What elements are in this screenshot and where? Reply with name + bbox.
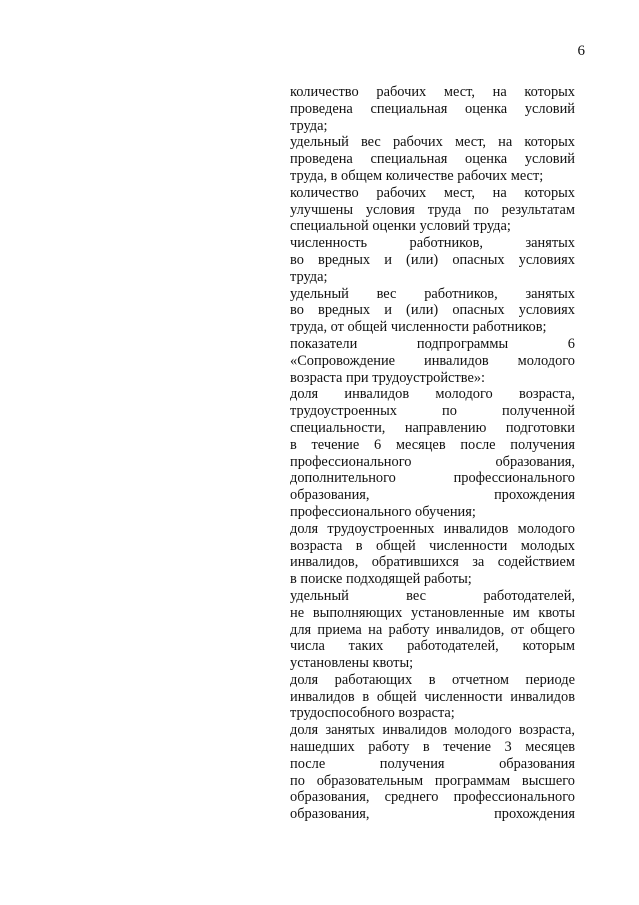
text-line: нашедших работу в течение 3 месяцев (290, 739, 575, 756)
text-line: труда, от общей численности работников; (290, 319, 547, 336)
text-line: образования, прохождения (290, 487, 575, 504)
text-line: доля работающих в отчетном периоде (290, 671, 575, 688)
text-line: «Сопровождение инвалидов молодого (290, 352, 575, 369)
text-line: доля занятых инвалидов молодого возраста, (290, 722, 575, 739)
text-line: числа таких работодателей, которым (290, 638, 575, 655)
text-line: инвалидов, обратившихся за содействием (290, 554, 575, 571)
text-line: в течение 6 месяцев после получения (290, 436, 575, 453)
text-line: количество рабочих мест, на которых (290, 84, 575, 100)
text-line: проведена специальная оценка условий (290, 151, 575, 168)
text-line: возраста в общей численности молодых (290, 537, 575, 554)
text-line: труда; (290, 117, 328, 134)
text-line: удельный вес работников, занятых (290, 285, 575, 302)
text-line: специальной оценки условий труда; (290, 218, 511, 235)
text-line: дополнительного профессионального (290, 470, 575, 487)
text-line: трудоспособного возраста; (290, 705, 455, 722)
text-line: по образовательным программам высшего (290, 772, 575, 789)
text-line: для приема на работу инвалидов, от общего (290, 621, 575, 638)
text-line: профессионального обучения; (290, 503, 476, 520)
text-line: численность работников, занятых (290, 235, 575, 252)
text-line: образования, прохождения (290, 806, 575, 823)
text-line: возраста при трудоустройстве»: (290, 369, 486, 386)
text-line: улучшены условия труда по результатам (290, 201, 575, 218)
text-line: доля инвалидов молодого возраста, (290, 386, 575, 403)
text-line: не выполняющих установленные им квоты (290, 604, 575, 621)
text-line: доля трудоустроенных инвалидов молодого (290, 520, 575, 537)
text-line: установлены квоты; (290, 655, 414, 672)
text-line: удельный вес работодателей, (290, 587, 575, 604)
text-line: труда, в общем количестве рабочих мест; (290, 167, 544, 184)
text-line: специальности, направлению подготовки (290, 419, 575, 436)
text-line: в поиске подходящей работы; (290, 571, 472, 588)
text-line: образования, среднего профессионального (290, 789, 575, 806)
text-line: показатели подпрограммы 6 (290, 335, 575, 352)
body-text (290, 84, 575, 823)
text-line: количество рабочих мест, на которых (290, 184, 575, 201)
text-line: во вредных и (или) опасных условиях (290, 302, 575, 319)
text-line: во вредных и (или) опасных условиях (290, 251, 575, 268)
page-number: 6 (577, 43, 585, 59)
text-line: трудоустроенных по полученной (290, 403, 575, 420)
text-line: после получения образования (290, 755, 575, 772)
text-line: удельный вес рабочих мест, на которых (290, 134, 575, 151)
text-line: инвалидов в общей численности инвалидов (290, 688, 575, 705)
text-line: труда; (290, 268, 328, 285)
text-line: профессионального образования, (290, 453, 575, 470)
text-line: проведена специальная оценка условий (290, 100, 575, 117)
